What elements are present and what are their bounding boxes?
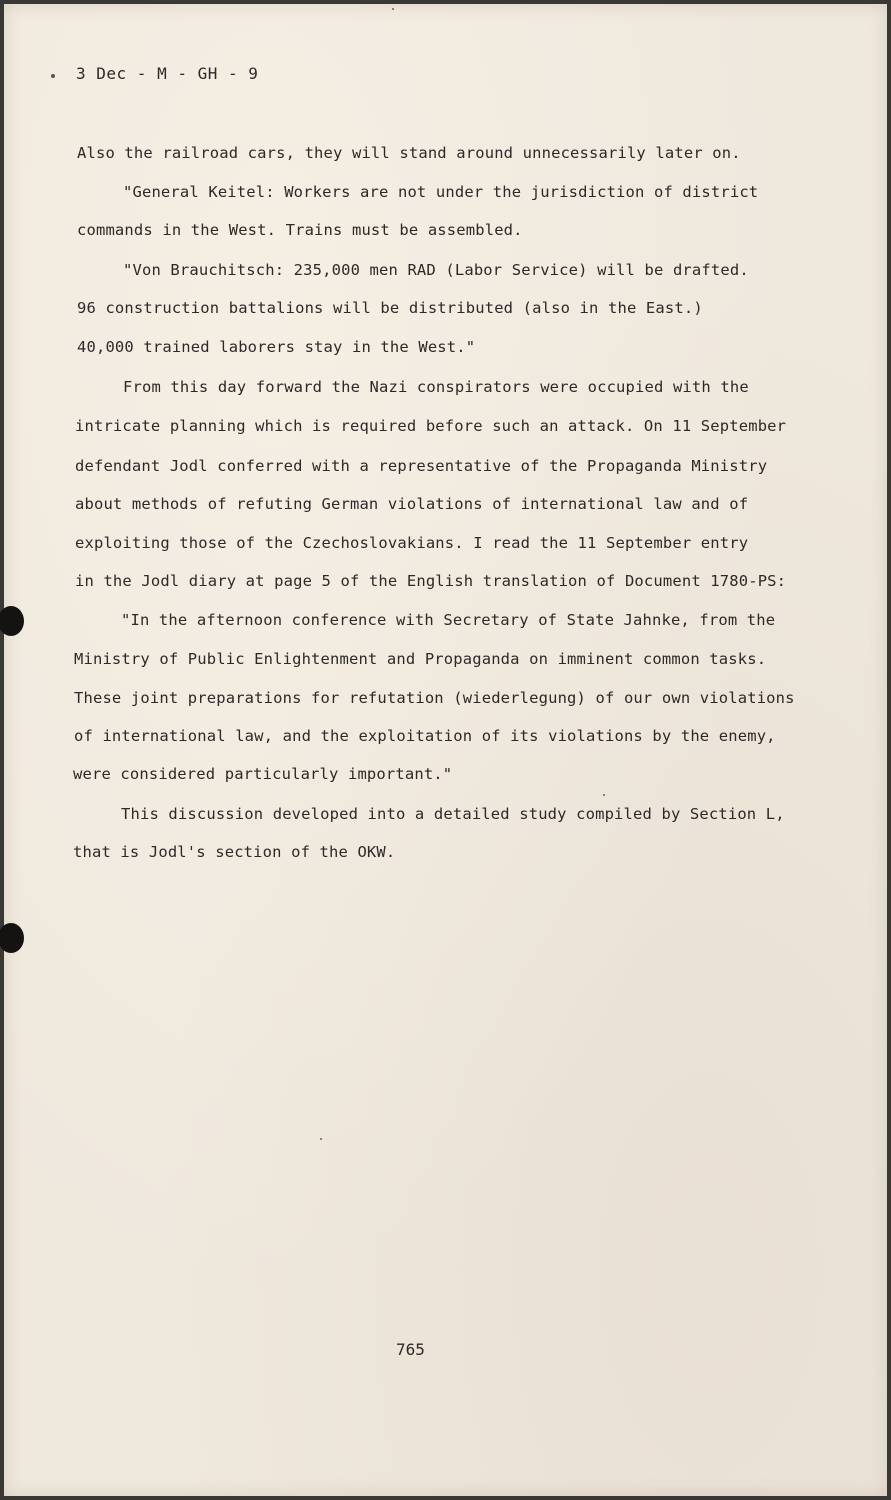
text-line: in the Jodl diary at page 5 of the English translation of Document 1780-PS: (75, 572, 787, 590)
text-line: of international law, and the exploitation of its violations by the enemy, (74, 727, 776, 745)
text-line: Also the railroad cars, they will stand around unnecessarily later on. (77, 144, 741, 162)
text-line: that is Jodl's section of the OKW. (73, 843, 396, 861)
paper-speck (320, 1138, 322, 1140)
text-line: 40,000 trained laborers stay in the West." (77, 338, 476, 356)
text-line: commands in the West. Trains must be assembled. (77, 221, 523, 239)
text-line: This discussion developed into a detailed study compiled by Section L, (121, 805, 785, 823)
document-header: 3 Dec - M - GH - 9 (76, 64, 259, 83)
text-line: defendant Jodl conferred with a representative of the Propaganda Ministry (75, 457, 768, 475)
text-line: 96 construction battalions will be distributed (also in the East.) (77, 299, 703, 317)
document-page (4, 4, 887, 1496)
text-line: "Von Brauchitsch: 235,000 men RAD (Labor Service) will be drafted. (123, 261, 749, 279)
text-line: From this day forward the Nazi conspirators were occupied with the (123, 378, 749, 396)
text-line: These joint preparations for refutation (wiederlegung) of our own violations (74, 689, 795, 707)
text-line: exploiting those of the Czechoslovakians. I read the 11 September entry (75, 534, 749, 552)
text-line: "In the afternoon conference with Secretary of State Jahnke, from the (121, 611, 776, 629)
punch-hole-upper (0, 606, 24, 636)
text-line: intricate planning which is required before such an attack. On 11 September (75, 417, 787, 435)
punch-hole-lower (0, 923, 24, 953)
header-mark (51, 74, 55, 78)
text-line: Ministry of Public Enlightenment and Propaganda on imminent common tasks. (74, 650, 767, 668)
text-line: about methods of refuting German violations of international law and of (75, 495, 749, 513)
page-number: 765 (396, 1340, 425, 1359)
text-line: "General Keitel: Workers are not under the jurisdiction of district (123, 183, 759, 201)
paper-speck (603, 794, 605, 796)
paper-speck (392, 8, 394, 10)
text-line: were considered particularly important." (73, 765, 453, 783)
